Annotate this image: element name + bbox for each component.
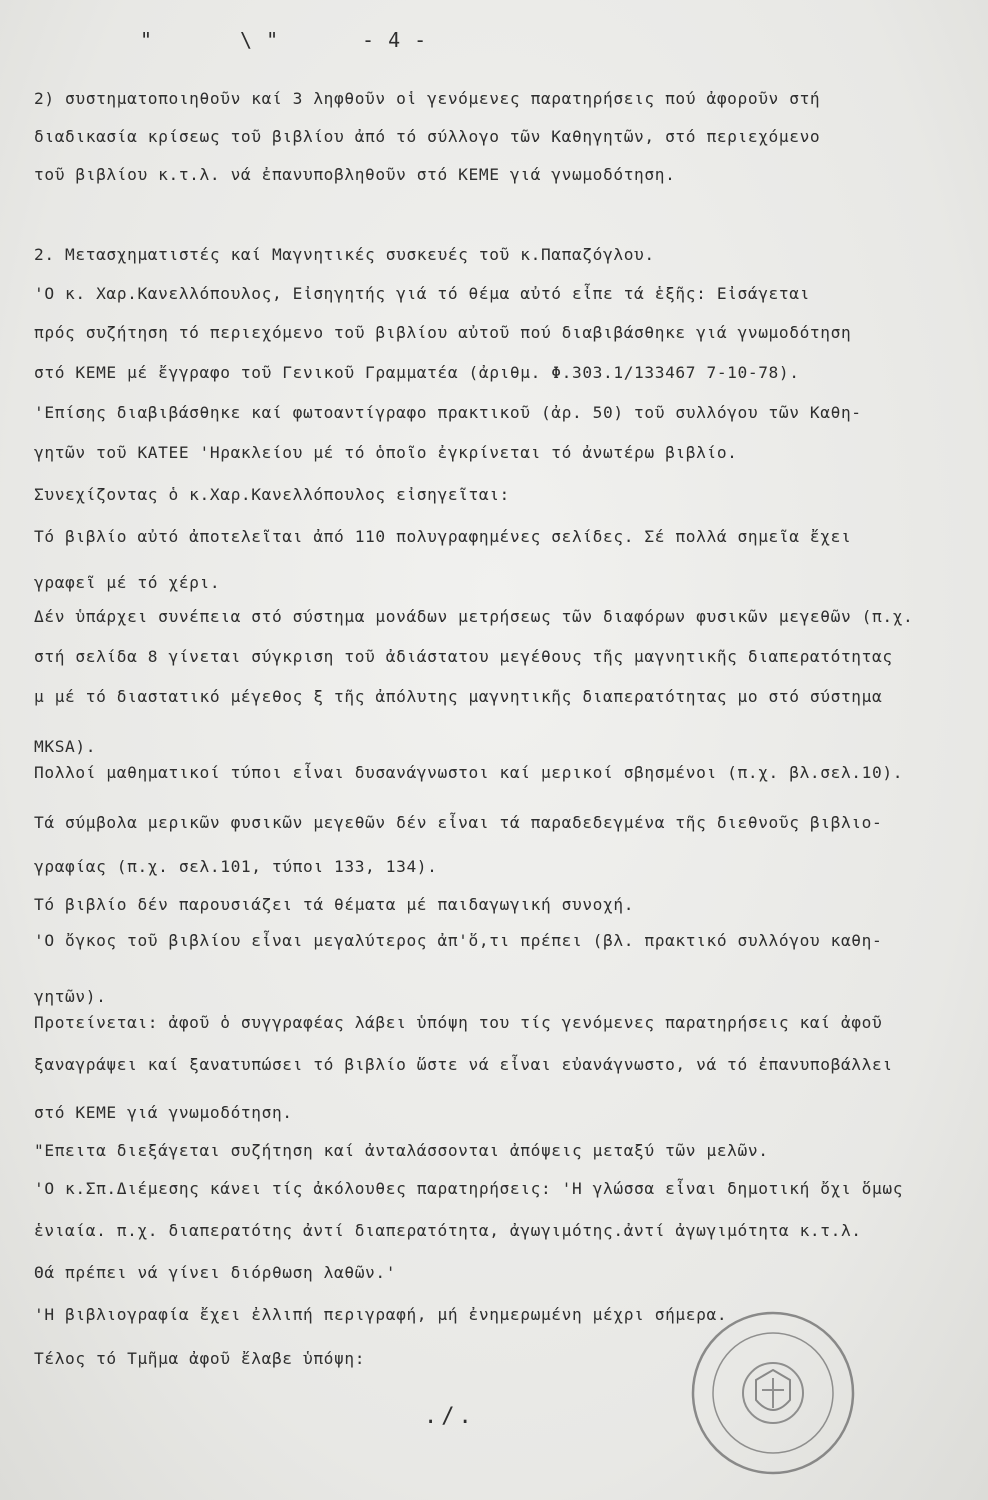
text-line: Συνεχίζοντας ὁ κ.Χαρ.Κανελλόπουλος εἰσηγεῖται:	[34, 485, 510, 504]
text-line: στή σελίδα 8 γίνεται σύγκριση τοῦ ἀδιάστατου μεγέθους τῆς μαγνητικῆς διαπερατότητας	[34, 647, 893, 666]
text-line: Τά σύμβολα μερικῶν φυσικῶν μεγεθῶν δέν εἶναι τά παραδεδεγμένα τῆς διεθνοῦς βιβλιο-	[34, 813, 883, 832]
text-line: Θά πρέπει νά γίνει διόρθωση λαθῶν.'	[34, 1263, 397, 1282]
text-line: Προτείνεται: ἀφοῦ ὁ συγγραφέας λάβει ὑπόψη του τίς γενόμενες παρατηρήσεις καί ἀφοῦ	[34, 1013, 883, 1032]
section-heading: 2. Μετασχηματιστές καί Μαγνητικές συσκευές τοῦ κ.Παπαζόγλου.	[34, 245, 655, 264]
text-line: Πολλοί μαθηματικοί τύποι εἶναι δυσανάγνωστοι καί μερικοί σβησμένοι (π.χ. βλ.σελ.10).	[34, 763, 904, 782]
continuation-mark: ./.	[424, 1404, 476, 1429]
text-line: τοῦ βιβλίου κ.τ.λ. νά ἐπανυποβληθοῦν στό ΚΕΜΕ γιά γνωμοδότηση.	[34, 165, 676, 184]
text-line: 2) συστηματοποιηθοῦν καί 3 ληφθοῦν οἱ γενόμενες παρατηρήσεις πού ἀφοροῦν στή	[34, 89, 821, 108]
text-line: 'Η βιβλιογραφία ἔχει ἐλλιπή περιγραφή, μή ἐνημερωμένη μέχρι σήμερα.	[34, 1305, 728, 1324]
page-number: - 4 -	[362, 28, 428, 52]
text-line: στό ΚΕΜΕ γιά γνωμοδότηση.	[34, 1103, 293, 1122]
text-line: MKSA).	[34, 737, 97, 756]
text-line: Τό βιβλίο δέν παρουσιάζει τά θέματα μέ παιδαγωγική συνοχή.	[34, 895, 635, 914]
text-line: πρός συζήτηση τό περιεχόμενο τοῦ βιβλίου αὐτοῦ πού διαβιβάσθηκε γιά γνωμοδότηση	[34, 323, 852, 342]
official-seal-stamp	[688, 1308, 858, 1478]
header-mid-marks: \ "	[240, 28, 280, 52]
text-line: Δέν ὑπάρχει συνέπεια στό σύστημα μονάδων μετρήσεως τῶν διαφόρων φυσικῶν μεγεθῶν (π.χ.	[34, 607, 914, 626]
text-line: γραφίας (π.χ. σελ.101, τύποι 133, 134).	[34, 857, 438, 876]
text-line: 'Ο κ.Σπ.Διέμεσης κάνει τίς ἀκόλουθες παρατηρήσεις: 'Η γλώσσα εἶναι δημοτική ὄχι ὅμως	[34, 1179, 904, 1198]
text-line: 'Ο κ. Χαρ.Κανελλόπουλος, Εἰσηγητής γιά τό θέμα αὐτό εἶπε τά ἑξῆς: Εἰσάγεται	[34, 284, 810, 303]
text-line: ξαναγράψει καί ξανατυπώσει τό βιβλίο ὥστε νά εἶναι εὐανάγνωστο, νά τό ἐπανυποβάλλει	[34, 1055, 893, 1074]
text-line: Τέλος τό Τμῆμα ἀφοῦ ἔλαβε ὑπόψη:	[34, 1349, 366, 1368]
text-line: μ μέ τό διαστατικό μέγεθος ξ τῆς ἀπόλυτης μαγνητικῆς διαπερατότητας μο στό σύστημα	[34, 687, 883, 706]
text-line: 'Ο ὄγκος τοῦ βιβλίου εἶναι μεγαλύτερος ἀπ'ὅ,τι πρέπει (βλ. πρακτικό συλλόγου καθη-	[34, 931, 883, 950]
text-line: 'Επίσης διαβιβάσθηκε καί φωτοαντίγραφο πρακτικοῦ (ἀρ. 50) τοῦ συλλόγου τῶν Καθη-	[34, 403, 862, 422]
text-line: "Επειτα διεξάγεται συζήτηση καί ἀνταλάσσονται ἀπόψεις μεταξύ τῶν μελῶν.	[34, 1141, 769, 1160]
text-line: γητῶν τοῦ ΚΑΤΕΕ 'Ηρακλείου μέ τό ὁποῖο ἐγκρίνεται τό ἀνωτέρω βιβλίο.	[34, 443, 738, 462]
text-line: διαδικασία κρίσεως τοῦ βιβλίου ἀπό τό σύλλογο τῶν Καθηγητῶν, στό περιεχόμενο	[34, 127, 821, 146]
text-line: γραφεῖ μέ τό χέρι.	[34, 573, 221, 592]
text-line: ἑνιαία. π.χ. διαπερατότης ἀντί διαπερατότητα, ἀγωγιμότης.ἀντί ἀγωγιμότητα κ.τ.λ.	[34, 1221, 862, 1240]
text-line: γητῶν).	[34, 987, 107, 1006]
header-left-marks: "	[140, 28, 154, 52]
text-line: στό ΚΕΜΕ μέ ἔγγραφο τοῦ Γενικοῦ Γραμματέα (ἀριθμ. Φ.303.1/133467 7-10-78).	[34, 363, 800, 382]
page-header	[140, 28, 460, 58]
text-line: Τό βιβλίο αὐτό ἀποτελεῖται ἀπό 110 πολυγραφημένες σελίδες. Σέ πολλά σημεῖα ἔχει	[34, 527, 852, 546]
